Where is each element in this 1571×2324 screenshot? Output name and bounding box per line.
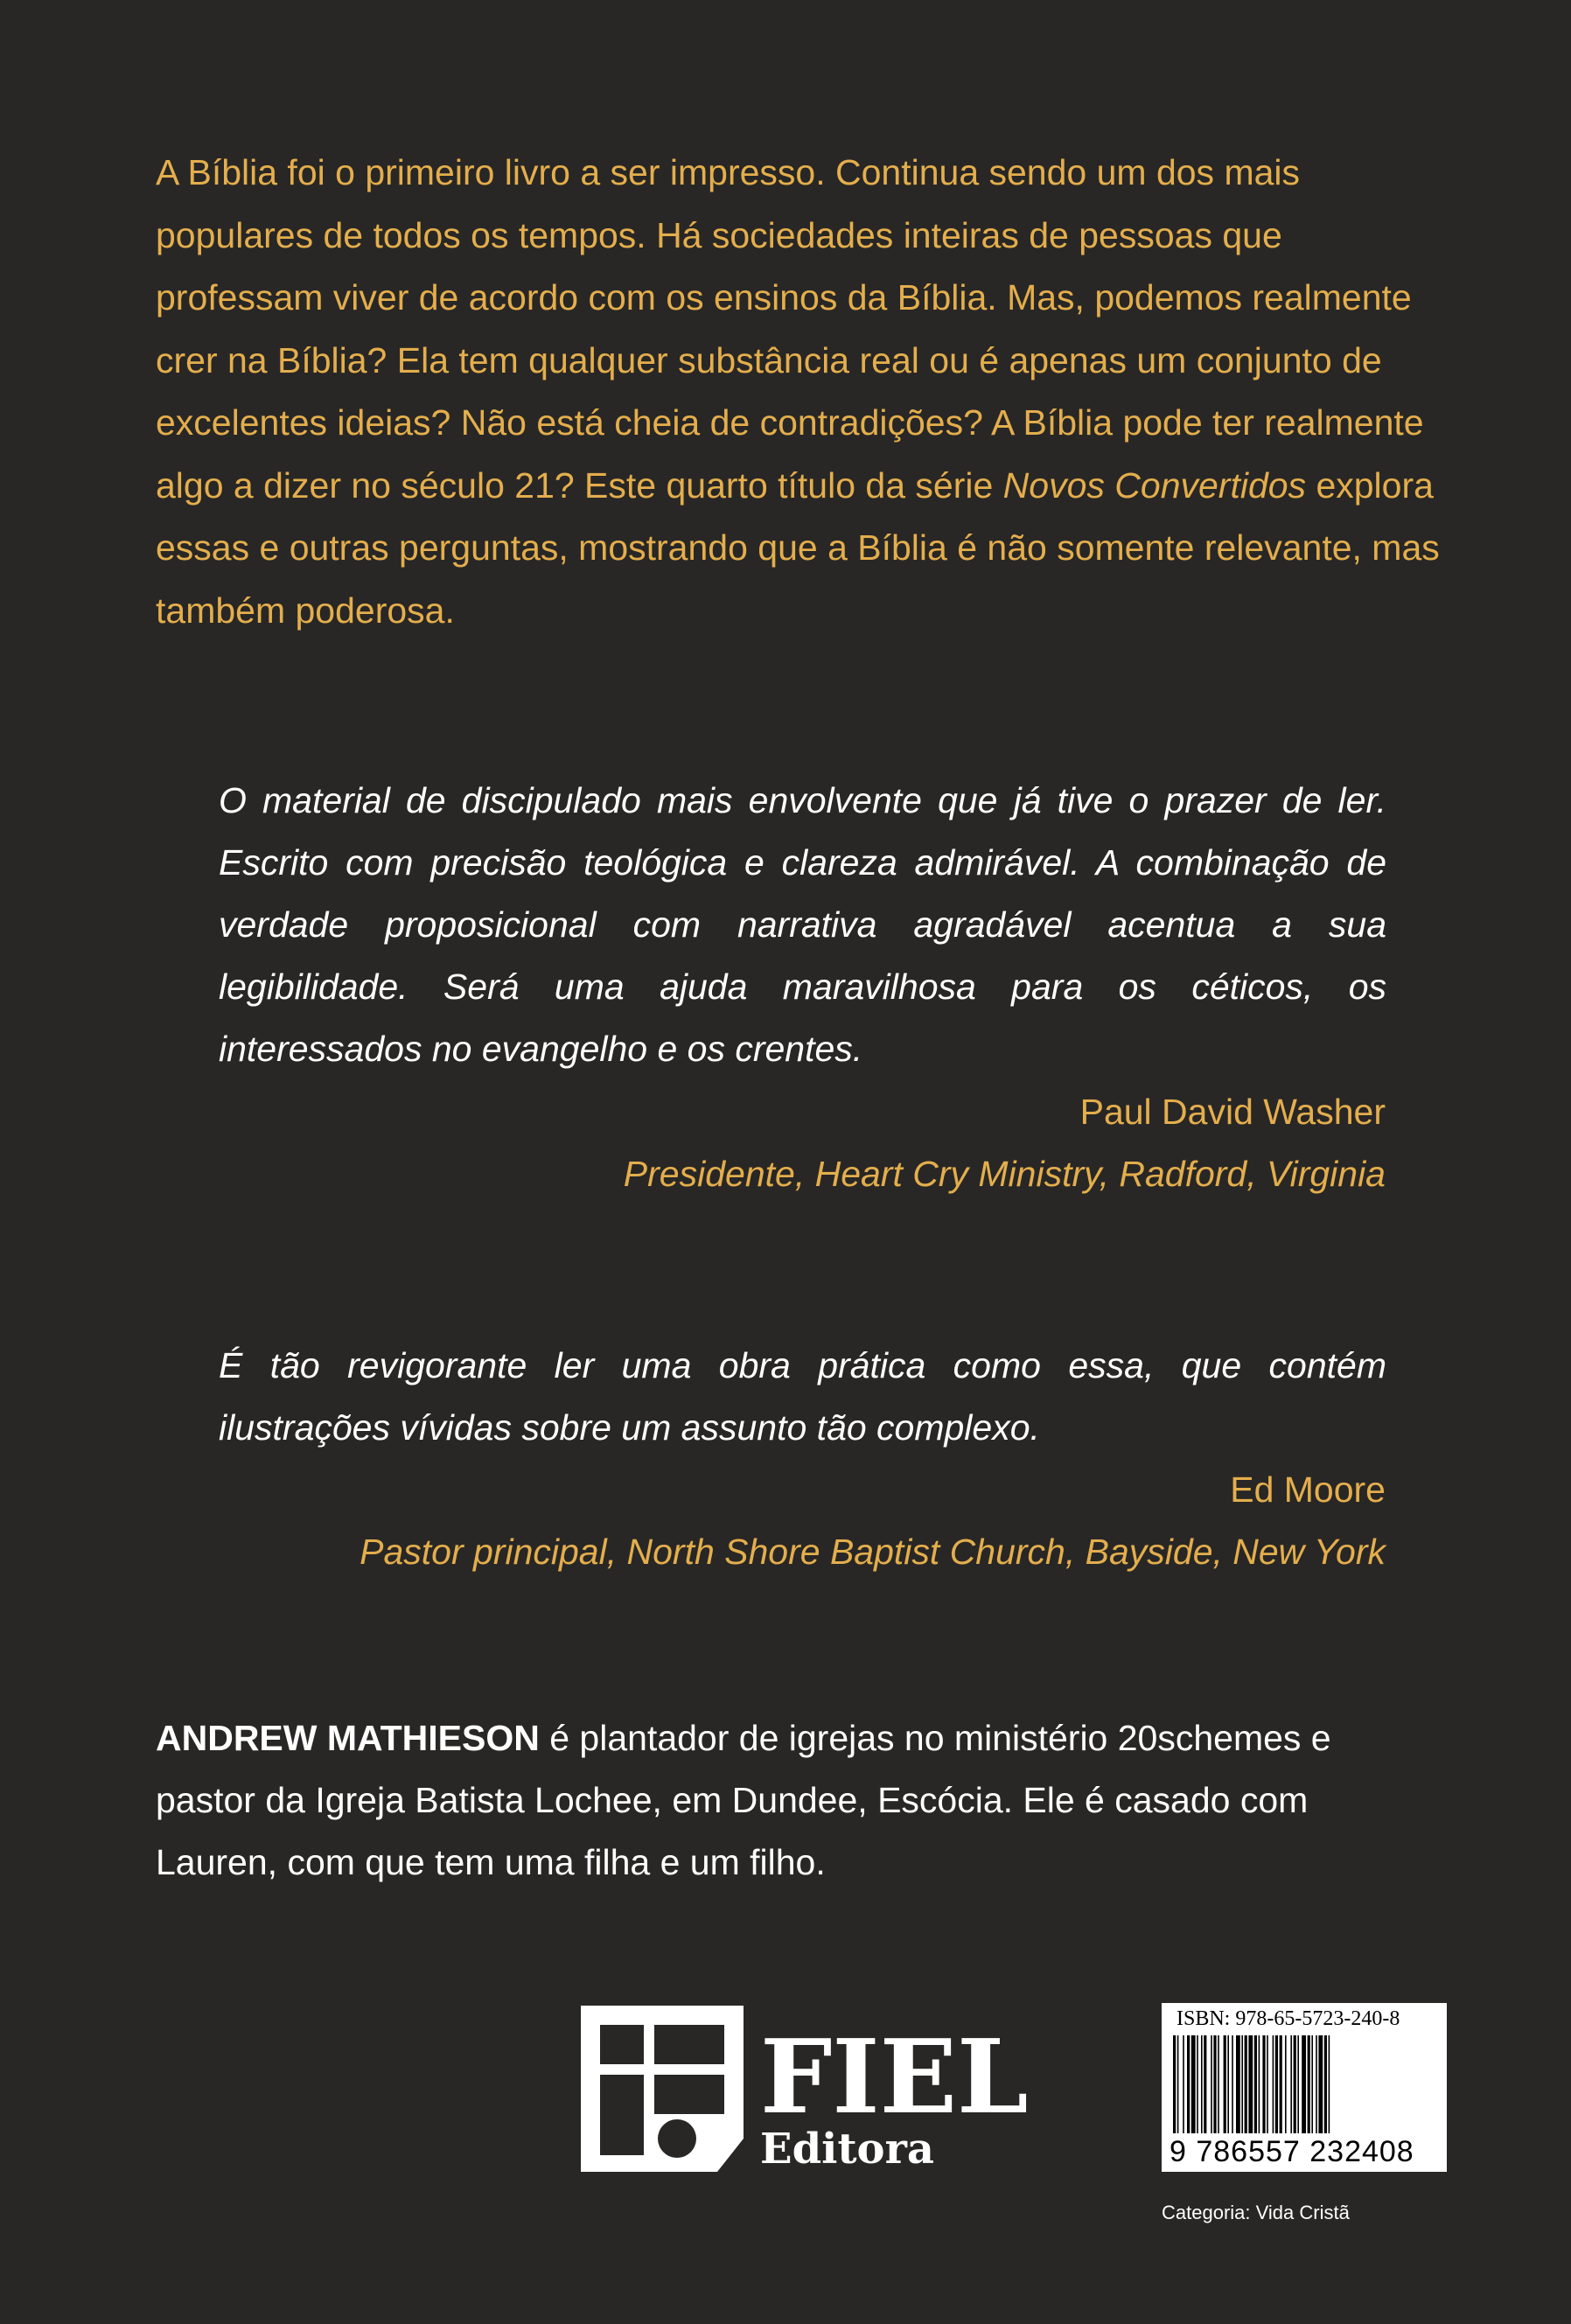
blurb-text-start: A Bíblia foi o primeiro livro a ser impresso. Continua sendo um dos mais populares de todos os tempos. Há sociedades inteiras de pessoas que professam viver de acordo com os ensinos da Bíblia. Mas, podemos realmente crer na Bíblia? Ela tem qualquer substância real ou é apenas um conjunto de excelentes ideias? Não está cheia de contradições? A Bíblia pode ter realmente algo a dizer no século 21? Este quarto título da série (156, 152, 1424, 506)
fiel-logo-mark (581, 2006, 1036, 2174)
blurb-text-end: explora essas e outras perguntas, mostrando que a Bíblia é não somente relevante, mas também poderosa. (156, 464, 1440, 631)
author-name: ANDREW MATHIESON (156, 1718, 540, 1758)
endorsement-attribution-1 (624, 1081, 1386, 1205)
barcode-bar (1324, 2035, 1327, 2133)
barcode-bar (1227, 2035, 1229, 2133)
barcode-bar (1294, 2035, 1296, 2133)
barcode-bar (1232, 2035, 1233, 2133)
barcode-bar (1218, 2035, 1219, 2133)
endorser-role-1: Presidente, Heart Cry Ministry, Radford, Virginia (623, 1154, 1386, 1194)
barcode-bar (1311, 2035, 1313, 2133)
barcode-bars (1173, 2035, 1435, 2133)
barcode-bar (1183, 2035, 1184, 2133)
publisher-logo (581, 2006, 1036, 2178)
barcode-bar (1236, 2035, 1240, 2133)
endorsement-quote-1: O material de discipulado mais envolvente que já tive o prazer de ler. Escrito com precisão teológica e clareza admirável. A combinação de verdade proposicional com narrativa agradável acentua a sua legibilidade. Será uma ajuda maravilhosa para os céticos, os interessados no evangelho e os crentes. (219, 780, 1386, 1069)
endorser-role-2: Pastor principal, North Shore Baptist Church, Bayside, New York (360, 1532, 1386, 1572)
barcode-bar (1254, 2035, 1257, 2133)
barcode-bar (1173, 2035, 1176, 2133)
barcode-bar (1187, 2035, 1190, 2133)
barcode-bar (1245, 2035, 1247, 2133)
barcode-bar (1280, 2035, 1282, 2133)
barcode-bar (1285, 2035, 1287, 2133)
endorser-name-2: Ed Moore (1230, 1469, 1386, 1510)
barcode-bar (1201, 2035, 1203, 2133)
endorser-name-1: Paul David Washer (1079, 1092, 1386, 1132)
barcode-bar (1308, 2035, 1310, 2133)
barcode-bar (1275, 2035, 1278, 2133)
isbn-barcode (1162, 2003, 1447, 2172)
barcode-bar (1197, 2035, 1198, 2133)
barcode-bar (1259, 2035, 1260, 2133)
barcode-bar (1262, 2035, 1265, 2133)
barcode-bar (1329, 2035, 1330, 2133)
isbn-label: ISBN: 978-65-5723-240-8 (1177, 2007, 1400, 2030)
barcode-bar (1241, 2035, 1243, 2133)
isbn-digits: 9 786557 232408 (1170, 2135, 1414, 2168)
author-bio (156, 1707, 1424, 1894)
barcode-bar (1248, 2035, 1253, 2133)
barcode-bar (1273, 2035, 1274, 2133)
publisher-name: FIEL (760, 2018, 1029, 2137)
endorsement-quote-2: É tão revigorante ler uma obra prática como essa, que contém ilustrações vívidas sobre um assunto tão complexo. (219, 1345, 1386, 1448)
back-cover-blurb (156, 142, 1442, 642)
barcode-bar (1316, 2035, 1317, 2133)
barcode-bar (1177, 2035, 1179, 2133)
barcode-bar (1191, 2035, 1196, 2133)
barcode-bar (1224, 2035, 1226, 2133)
barcode-bar (1297, 2035, 1299, 2133)
category-label: Categoria: Vida Cristã (1162, 2202, 1350, 2223)
endorsement-attribution-2 (360, 1459, 1386, 1583)
barcode-bar (1204, 2035, 1206, 2133)
publisher-subtitle: Editora (760, 2125, 934, 2174)
barcode-bar (1213, 2035, 1216, 2133)
barcode-bar (1290, 2035, 1292, 2133)
barcode-bar (1302, 2035, 1306, 2133)
barcode-bar (1211, 2035, 1212, 2133)
barcode-bar (1267, 2035, 1268, 2133)
author-bio-text: é plantador de igrejas no ministério 20schemes e pastor da Igreja Batista Lochee, em Dundee, Escócia. Ele é casado com Lauren, com que tem uma filha e um filho. (156, 1718, 1331, 1882)
barcode-bar (1318, 2035, 1323, 2133)
series-title: Novos Convertidos (1002, 464, 1307, 506)
